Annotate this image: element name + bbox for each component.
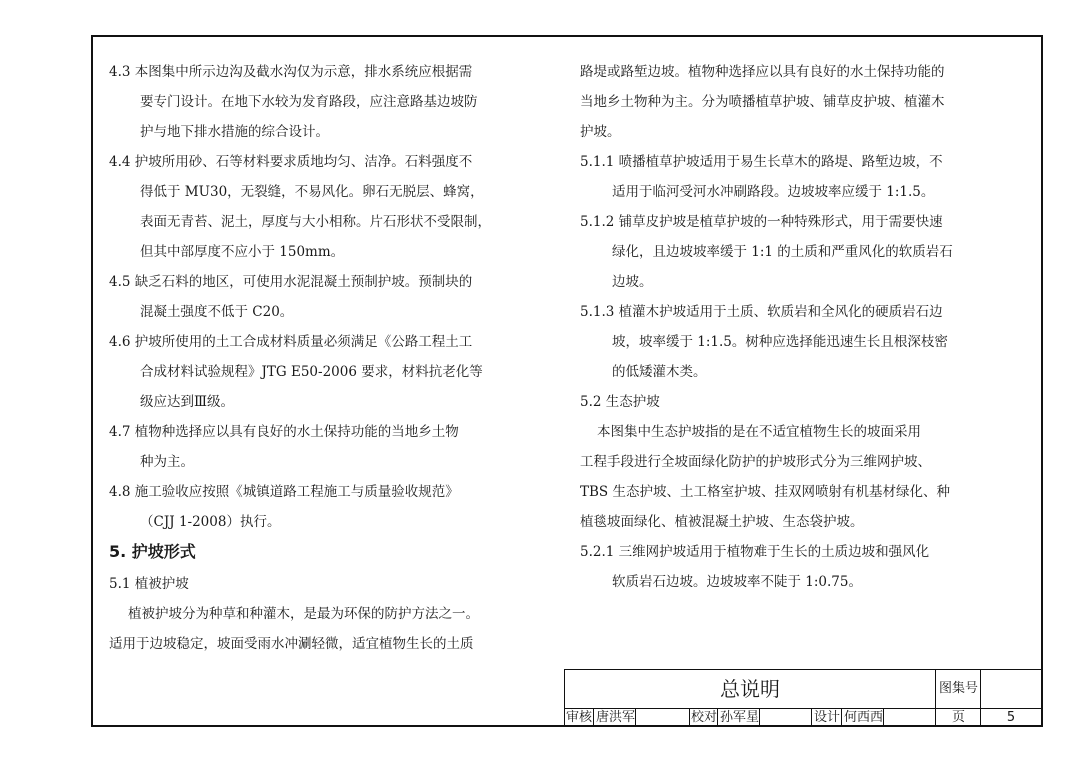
divider bbox=[811, 708, 812, 726]
divider bbox=[980, 670, 981, 708]
subsection-heading: 5.2 生态护坡 bbox=[580, 394, 660, 410]
text-line: 软质岩石边坡。边坡坡率不陡于 1:0.75。 bbox=[612, 574, 862, 590]
text-line: 适用于边坡稳定，坡面受雨水冲涮轻微，适宜植物生长的土质 bbox=[109, 636, 474, 652]
title-block bbox=[564, 669, 1043, 727]
text-line: 合成材料试验规程》JTG E50-2006 要求，材料抗老化等 bbox=[140, 364, 483, 380]
text-line: 植被护坡分为种草和种灌木，是最为环保的防护方法之一。 bbox=[128, 606, 479, 622]
text-line: 边坡。 bbox=[612, 274, 653, 290]
atlas-number-label: 图集号 bbox=[938, 681, 978, 696]
divider bbox=[635, 708, 636, 726]
text-line: TBS 生态护坡、土工格室护坡、挂双网喷射有机基材绿化、种 bbox=[580, 484, 950, 500]
text-line: 护与地下排水措施的综合设计。 bbox=[140, 124, 329, 140]
divider bbox=[883, 708, 884, 726]
text-line: 工程手段进行全坡面绿化防护的护坡形式分为三维网护坡、 bbox=[580, 454, 931, 470]
text-line: 适用于临河受河水冲刷路段。边坡坡率应缓于 1:1.5。 bbox=[612, 184, 935, 200]
title-block-top-row bbox=[565, 670, 1042, 709]
text-line: （CJJ 1-2008）执行。 bbox=[140, 514, 281, 530]
text-line: 但其中部厚度不应小于 150mm。 bbox=[140, 244, 345, 260]
divider bbox=[759, 708, 760, 726]
text-line: 5.1.3 植灌木护坡适用于土质、软质岩和全风化的硬质岩石边 bbox=[580, 304, 943, 320]
check-name: 孙军星 bbox=[720, 710, 760, 725]
text-line: 表面无青苔、泥土，厚度与大小相称。片石形状不受限制， bbox=[140, 214, 491, 230]
text-line: 要专门设计。在地下水较为发育路段，应注意路基边坡防 bbox=[140, 94, 478, 110]
divider bbox=[935, 708, 936, 726]
text-line: 5.2.1 三维网护坡适用于植物难于生长的土质边坡和强风化 bbox=[580, 544, 930, 560]
text-line: 的低矮灌木类。 bbox=[612, 364, 707, 380]
text-line: 5.1.2 铺草皮护坡是植草护坡的一种特殊形式，用于需要快速 bbox=[580, 214, 943, 230]
text-line: 4.7 植物种选择应以具有良好的水土保持功能的当地乡土物 bbox=[109, 424, 459, 440]
page-label: 页 bbox=[951, 710, 965, 725]
text-line: 种为主。 bbox=[140, 454, 194, 470]
text-line: 护坡。 bbox=[580, 124, 621, 140]
review-name: 唐洪军 bbox=[596, 710, 636, 725]
divider bbox=[980, 708, 981, 726]
text-line: 4.3 本图集中所示边沟及截水沟仅为示意，排水系统应根据需 bbox=[109, 64, 473, 80]
design-label: 设计 bbox=[814, 710, 841, 725]
review-label: 审核 bbox=[566, 710, 593, 725]
text-line: 植毯坡面绿化、植被混凝土护坡、生态袋护坡。 bbox=[580, 514, 864, 530]
divider bbox=[593, 708, 594, 726]
text-line: 当地乡土物种为主。分为喷播植草护坡、铺草皮护坡、植灌木 bbox=[580, 94, 945, 110]
text-line: 坡，坡率缓于 1:1.5。树种应选择能迅速生长且根深枝密 bbox=[612, 334, 948, 350]
drawing-title: 总说明 bbox=[720, 677, 780, 701]
text-line: 4.6 护坡所使用的土工合成材料质量必须满足《公路工程土工 bbox=[109, 334, 473, 350]
text-line: 本图集中生态护坡指的是在不适宜植物生长的坡面采用 bbox=[597, 424, 921, 440]
check-label: 校对 bbox=[691, 710, 718, 725]
text-line: 4.5 缺乏石料的地区，可使用水泥混凝土预制护坡。预制块的 bbox=[109, 274, 473, 290]
text-line: 5.1.1 喷播植草护坡适用于易生长草木的路堤、路堑边坡，不 bbox=[580, 154, 943, 170]
divider bbox=[935, 670, 936, 708]
section-heading: 5. 护坡形式 bbox=[109, 542, 196, 561]
text-line: 绿化，且边坡坡率缓于 1:1 的土质和严重风化的软质岩石 bbox=[612, 244, 953, 260]
divider bbox=[841, 708, 842, 726]
text-line: 4.4 护坡所用砂、石等材料要求质地均匀、洁净。石料强度不 bbox=[109, 154, 473, 170]
design-name: 何西西 bbox=[844, 710, 884, 725]
text-line: 得低于 MU30，无裂缝，不易风化。卵石无脱层、蜂窝， bbox=[140, 184, 484, 200]
text-line: 混凝土强度不低于 C20。 bbox=[140, 304, 294, 320]
text-line: 路堤或路堑边坡。植物种选择应以具有良好的水土保持功能的 bbox=[580, 64, 945, 80]
text-line: 4.8 施工验收应按照《城镇道路工程施工与质量验收规范》 bbox=[109, 484, 459, 500]
divider bbox=[717, 708, 718, 726]
subsection-heading: 5.1 植被护坡 bbox=[109, 576, 189, 592]
divider bbox=[689, 708, 690, 726]
text-line: 级应达到Ⅲ级。 bbox=[140, 394, 235, 410]
page-number: 5 bbox=[1006, 710, 1016, 725]
